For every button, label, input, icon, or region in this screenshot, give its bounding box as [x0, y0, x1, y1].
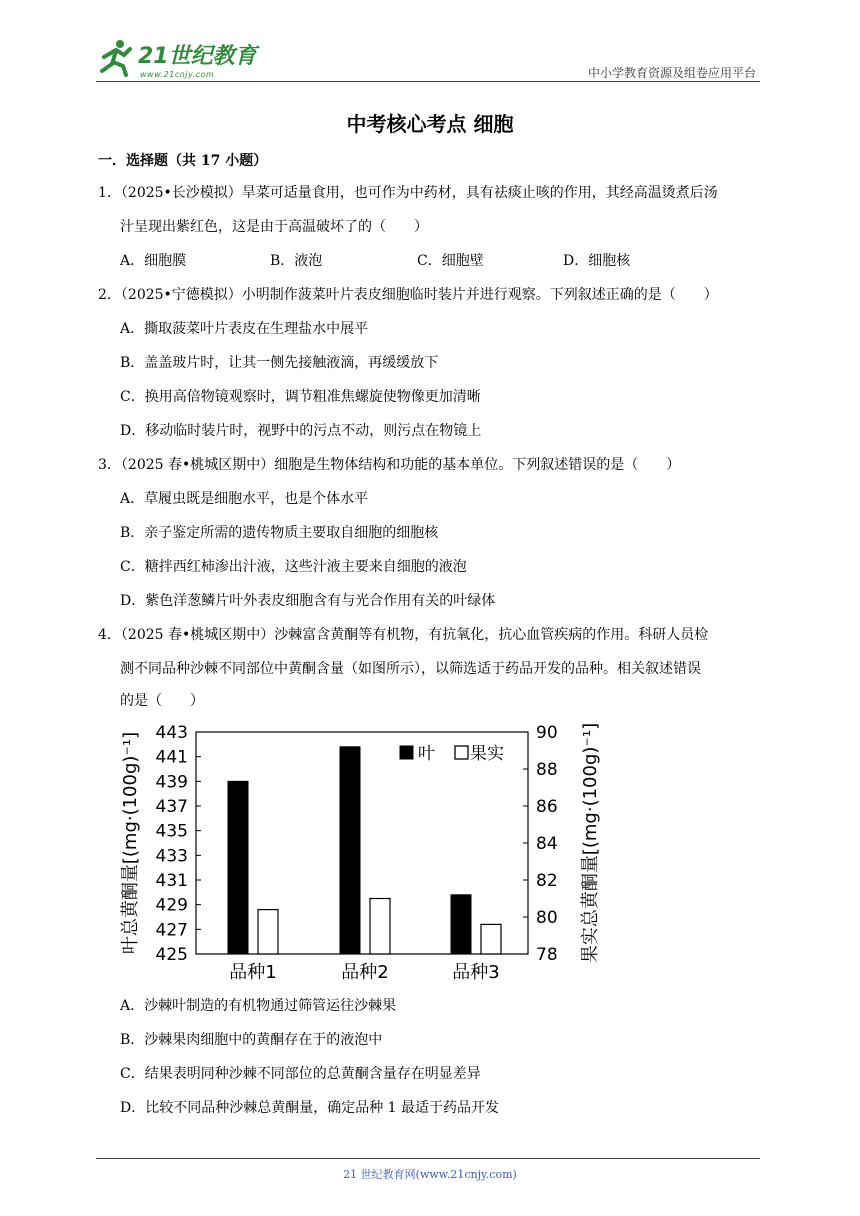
footer-divider [96, 1158, 760, 1159]
left-axis-tick-label-8: 441 [155, 747, 188, 768]
right-axis-tick-label-4: 86 [536, 797, 558, 817]
header-divider [96, 81, 760, 82]
left-axis-tick-label-4: 433 [155, 846, 188, 867]
bar-leaf-2 [340, 747, 360, 954]
flavonoid-chart [118, 716, 608, 986]
question-4-option-b[interactable]: B．沙棘果肉细胞中的黄酮存在于的液泡中 [120, 1032, 383, 1048]
left-axis-label: 叶总黄酮量[(mg·(100g)⁻¹] [120, 731, 141, 955]
question-2-option-a[interactable]: A．撕取菠菜叶片表皮在生理盐水中展平 [120, 321, 369, 337]
question-4-line-3: 的是（ ） [120, 693, 204, 709]
question-1-option-a[interactable]: A．细胞膜 [120, 253, 187, 269]
logo-url: www.21cnjy.com [140, 70, 215, 79]
question-2-line-1: 2．（2025•宁德模拟）小明制作菠菜叶片表皮细胞临时装片并进行观察。下列叙述正确的是（ ） [98, 287, 718, 303]
runner-logo-icon [96, 37, 136, 77]
right-axis-tick-label-6: 90 [536, 723, 558, 743]
right-axis-tick-label-2: 82 [536, 871, 558, 891]
left-axis-tick-label-1: 427 [155, 920, 188, 941]
bar-fruit-1 [258, 910, 278, 954]
question-2-option-c[interactable]: C．换用高倍物镜观察时，调节粗准焦螺旋使物像更加清晰 [120, 389, 481, 405]
left-axis-tick-label-3: 431 [155, 871, 188, 891]
question-3-line-1: 3．（2025 春•桃城区期中）细胞是生物体结构和功能的基本单位。下列叙述错误的是（ ） [98, 457, 681, 473]
question-4-option-a[interactable]: A．沙棘叶制造的有机物通过筛管运往沙棘果 [120, 998, 397, 1014]
question-3-option-c[interactable]: C．糖拌西红柿渗出汁液，这些汁液主要来自细胞的液泡 [120, 559, 467, 575]
left-axis-tick-label-2: 429 [155, 895, 188, 916]
section-heading: 一．选择题（共 17 小题） [98, 153, 268, 169]
logo-text: 21世纪教育 [138, 44, 257, 69]
right-axis-label: 果实总黄酮量[(mg·(100g)⁻¹] [580, 722, 601, 964]
question-4-line-2: 测不同品种沙棘不同部位中黄酮含量（如图所示），以筛选适于药品开发的品种。相关叙述错误 [120, 661, 701, 677]
page-title: 中考核心考点 细胞 [346, 112, 514, 136]
right-axis-tick-label-1: 80 [536, 908, 558, 928]
legend-leaf-swatch [400, 746, 413, 759]
right-axis-tick-label-5: 88 [536, 760, 558, 780]
left-axis-tick-label-0: 425 [155, 945, 188, 965]
bar-fruit-2 [370, 899, 390, 955]
bar-chart [118, 716, 608, 986]
bar-fruit-3 [481, 924, 501, 954]
category-label-2: 品种2 [341, 962, 389, 983]
footer-text[interactable]: 21 世纪教育网(www.21cnjy.com) [343, 1168, 517, 1181]
question-2-option-b[interactable]: B．盖盖玻片时，让其一侧先接触液滴，再缓缓放下 [120, 355, 439, 371]
question-3-option-d[interactable]: D．紫色洋葱鳞片叶外表皮细胞含有与光合作用有关的叶绿体 [120, 593, 496, 609]
question-1-option-d[interactable]: D．细胞核 [563, 253, 631, 269]
question-4-option-d[interactable]: D．比较不同品种沙棘总黄酮量，确定品种 1 最适于药品开发 [120, 1100, 500, 1116]
left-axis-tick-label-9: 443 [155, 723, 188, 743]
page-header [96, 30, 760, 82]
question-2-option-d[interactable]: D．移动临时装片时，视野中的污点不动，则污点在物镜上 [120, 423, 482, 439]
left-axis-tick-label-7: 439 [155, 772, 188, 793]
category-label-1: 品种1 [229, 962, 277, 983]
question-3-option-b[interactable]: B．亲子鉴定所需的遗传物质主要取自细胞的细胞核 [120, 525, 439, 541]
platform-name: 中小学教育资源及组卷应用平台 [587, 66, 756, 80]
right-axis-tick-label-3: 84 [536, 834, 558, 854]
question-1-line-2: 汁呈现出紫红色，这是由于高温破坏了的（ ） [120, 219, 428, 235]
bar-leaf-1 [228, 781, 248, 954]
bar-leaf-3 [451, 895, 471, 954]
legend-fruit-swatch [455, 746, 468, 759]
question-4-line-1: 4．（2025 春•桃城区期中）沙棘富含黄酮等有机物，有抗氧化，抗心血管疾病的作用。科研人员检 [98, 627, 709, 643]
legend-leaf-label: 叶 [418, 744, 435, 764]
question-1-line-1: 1．（2025•长沙模拟）旱菜可适量食用，也可作为中药材，具有祛痰止咳的作用，其经高温烫煮后汤 [98, 185, 718, 201]
legend-fruit-label: 果实 [470, 744, 504, 764]
question-3-option-a[interactable]: A．草履虫既是细胞水平，也是个体水平 [120, 491, 369, 507]
question-4-option-c[interactable]: C．结果表明同种沙棘不同部位的总黄酮含量存在明显差异 [120, 1066, 481, 1082]
category-label-3: 品种3 [452, 962, 500, 983]
question-1-option-c[interactable]: C．细胞壁 [417, 253, 484, 269]
question-1-option-b[interactable]: B．液泡 [270, 253, 323, 269]
right-axis-tick-label-0: 78 [536, 945, 558, 965]
left-axis-tick-label-6: 437 [155, 797, 188, 817]
left-axis-tick-label-5: 435 [155, 821, 188, 842]
